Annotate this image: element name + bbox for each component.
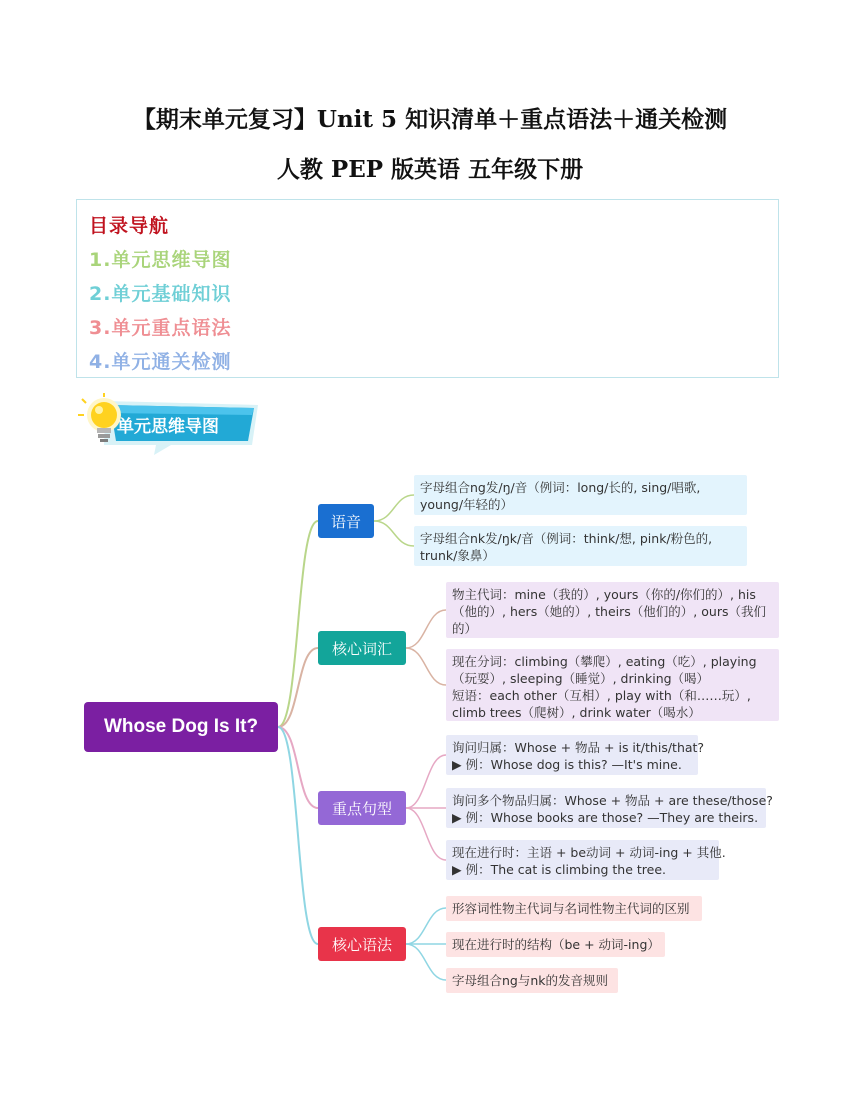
leaf-line: 字母组合ng与nk的发音规则 bbox=[452, 973, 609, 988]
leaf-line: 询问归属：Whose + 物品 + is it/this/that? bbox=[452, 740, 705, 755]
leaf-continuous-structure bbox=[446, 932, 665, 957]
leaf-line: ▶ 例：Whose dog is this? —It's mine. bbox=[452, 757, 682, 772]
branch-phonics: 语音 bbox=[318, 504, 374, 538]
leaf-line: 现在进行时：主语 + be动词 + 动词-ing + 其他. bbox=[452, 845, 726, 860]
document-subtitle: 人教 PEP 版英语 五年级下册 bbox=[276, 156, 584, 183]
leaf-line: young/年轻的） bbox=[420, 497, 514, 512]
toc-item-grammar[interactable]: 3.单元重点语法 bbox=[89, 317, 232, 339]
toc-item-mindmap[interactable]: 1.单元思维导图 bbox=[89, 249, 232, 271]
leaf-line: （玩耍）, sleeping（睡觉）, drinking（喝） bbox=[452, 671, 710, 686]
leaf-present-continuous bbox=[446, 840, 726, 880]
leaf-line: ▶ 例：Whose books are those? —They are theirs. bbox=[452, 810, 759, 825]
leaf-line: 的） bbox=[452, 621, 478, 636]
branch-core-grammar: 核心语法 bbox=[318, 927, 406, 961]
leaf-pronoun-difference bbox=[446, 896, 702, 921]
leaf-line: （他的）, hers（她的）, theirs（他们的）, ours（我们 bbox=[452, 604, 766, 619]
leaf-line: ▶ 例：The cat is climbing the tree. bbox=[452, 862, 667, 877]
toc-heading: 目录导航 bbox=[89, 215, 170, 237]
leaf-phonics-nk bbox=[414, 526, 747, 566]
toc-item-test[interactable]: 4.单元通关检测 bbox=[89, 351, 232, 373]
leaf-line: 询问多个物品归属：Whose + 物品 + are these/those? bbox=[452, 793, 773, 808]
leaf-line: trunk/象鼻） bbox=[420, 548, 495, 563]
document-title: 【期末单元复习】Unit 5 知识清单＋重点语法＋通关检测 bbox=[132, 106, 728, 133]
leaf-possessive-pronouns bbox=[446, 582, 779, 638]
branch-core-vocabulary: 核心词汇 bbox=[318, 631, 406, 665]
leaf-line: 形容词性物主代词与名词性物主代词的区别 bbox=[452, 901, 690, 916]
leaf-line: climb trees（爬树）, drink water（喝水） bbox=[452, 705, 701, 720]
leaf-line: 字母组合nk发/ŋk/音（例词：think/想, pink/粉色的, bbox=[420, 531, 713, 546]
leaf-present-participles bbox=[446, 649, 779, 721]
leaf-whose-singular bbox=[446, 735, 705, 775]
leaf-whose-plural bbox=[446, 788, 773, 828]
leaf-line: 现在分词：climbing（攀爬）, eating（吃）, playing bbox=[452, 654, 757, 669]
mindmap-root: Whose Dog Is It? bbox=[84, 702, 278, 752]
leaf-line: 短语：each other（互相）, play with（和……玩）, bbox=[452, 688, 751, 703]
leaf-ng-nk-rules bbox=[446, 968, 618, 993]
leaf-line: 物主代词：mine（我的）, yours（你的/你们的）, his bbox=[452, 587, 756, 602]
section-banner-label: 单元思维导图 bbox=[117, 417, 219, 437]
leaf-phonics-ng bbox=[414, 475, 747, 515]
leaf-line: 现在进行时的结构（be + 动词-ing） bbox=[452, 937, 660, 952]
toc-item-basics[interactable]: 2.单元基础知识 bbox=[89, 283, 232, 305]
leaf-line: 字母组合ng发/ŋ/音（例词：long/长的, sing/唱歌, bbox=[420, 480, 701, 495]
branch-key-sentences: 重点句型 bbox=[318, 791, 406, 825]
